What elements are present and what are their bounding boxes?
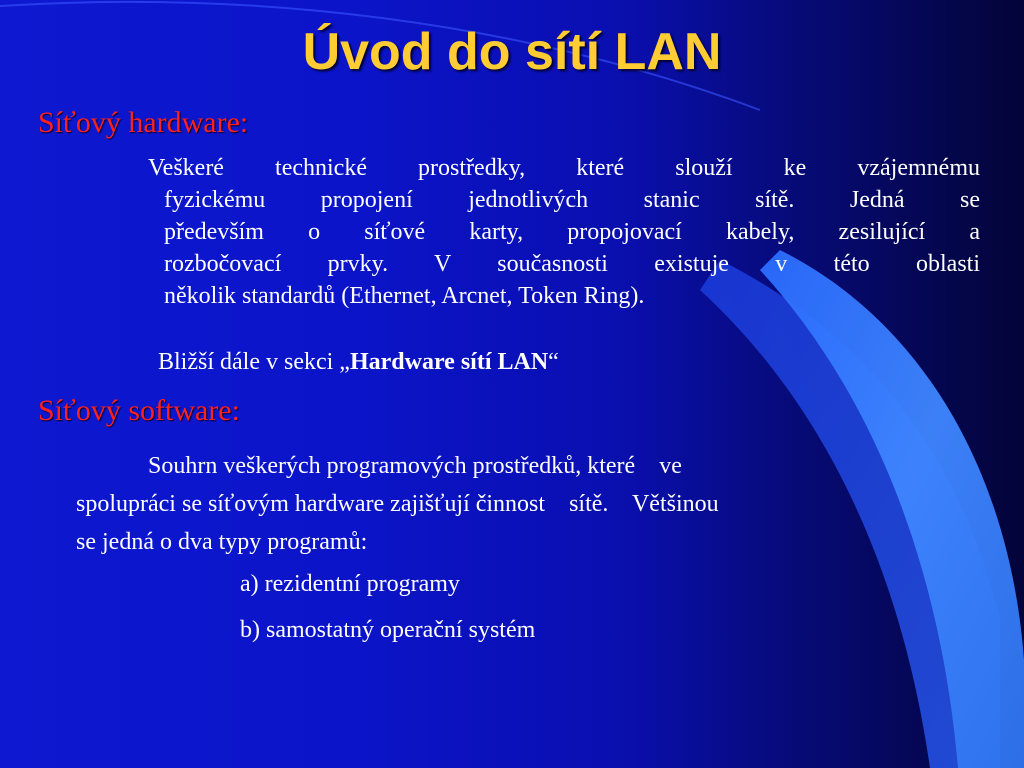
hardware-line-1: Veškeré technické prostředky, které slouží ke vzájemnému: [148, 155, 980, 181]
hardware-paragraph: [148, 152, 980, 312]
hardware-line-5: několik standardů (Ethernet, Arcnet, Token Ring).: [164, 283, 645, 309]
heading-software: Síťový software:: [38, 394, 240, 427]
hardware-more-suffix: “: [548, 349, 559, 375]
hardware-section-link[interactable]: Hardware sítí LAN: [349, 349, 549, 375]
hardware-more-prefix: Bližší dále v sekci „: [158, 349, 350, 375]
hardware-line-3: především o síťové karty, propojovací kabely, zesilující a: [164, 219, 980, 245]
slide-title: Úvod do sítí LAN: [302, 23, 722, 81]
software-line-2: spolupráci se síťovým hardware zajišťují činnost sítě. Většinou: [76, 491, 719, 517]
software-line-3: se jedná o dva typy programů:: [76, 529, 368, 555]
hardware-more-line: [158, 346, 559, 378]
heading-hardware: Síťový hardware:: [38, 106, 249, 139]
software-item-b: b) samostatný operační systém: [240, 617, 536, 643]
software-line-1: Souhrn veškerých programových prostředků, které ve: [148, 453, 682, 479]
software-item-a: a) rezidentní programy: [240, 571, 460, 597]
hardware-line-2: fyzickému propojení jednotlivých stanic sítě. Jedná se: [164, 187, 980, 213]
hardware-line-4: rozbočovací prvky. V současnosti existuje v této oblasti: [164, 251, 980, 277]
